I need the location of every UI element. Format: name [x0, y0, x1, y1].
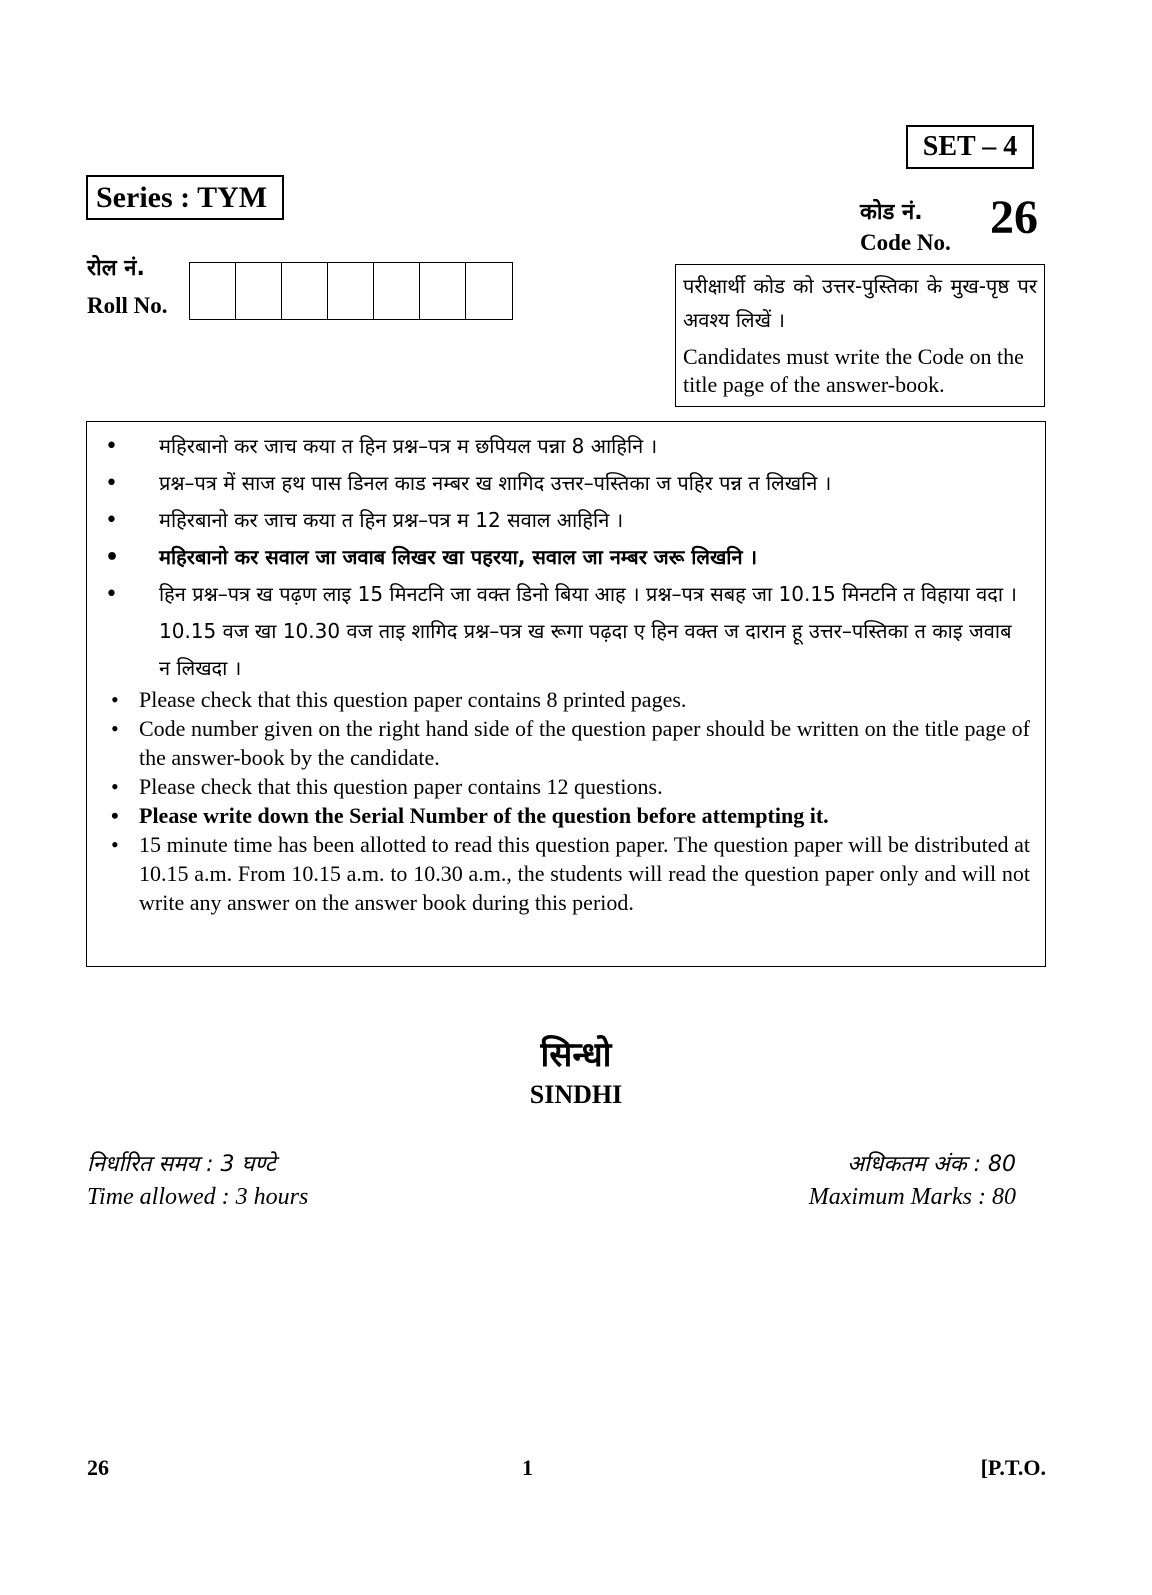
bullet-icon: •: [105, 545, 120, 570]
instruction-text: Please write down the Serial Number of the question before attempting it.: [139, 803, 829, 828]
bullet-icon: •: [105, 434, 118, 459]
bullet-icon: •: [105, 508, 118, 533]
instruction-text: महिरबानो कर जाच कया त हिन प्रश्न–पत्र म 12 सवाल आहिनि ।: [159, 508, 624, 532]
bullet-icon: •: [105, 471, 118, 496]
time-allowed-hindi: निर्धारित समय : 3 घण्टे: [87, 1152, 276, 1177]
instruction-text: महिरबानो कर सवाल जा जवाब लिखर खा पहरया, सवाल जा नम्बर जरू लिखनि ।: [159, 545, 758, 569]
instruction-text: Code number given on the right hand side of the question paper should be written on the title page of the answer-book by the candidate.: [139, 716, 1030, 770]
instruction-english-item: [105, 772, 1030, 801]
instruction-english-item: [105, 830, 1030, 917]
instruction-english-item: [105, 714, 1030, 772]
instruction-hindi-item: [105, 502, 1025, 539]
instruction-hindi-item: [105, 539, 1025, 576]
roll-digit-box[interactable]: [374, 263, 420, 319]
bullet-icon: •: [111, 716, 119, 741]
bullet-icon: •: [111, 687, 119, 712]
roll-digit-box[interactable]: [328, 263, 374, 319]
set-label: SET – 4: [906, 125, 1034, 169]
code-label-hindi: कोड नं.: [860, 200, 923, 225]
candidate-note-box: [675, 264, 1045, 407]
instruction-english-item: [105, 801, 1030, 830]
instruction-text: Please check that this question paper contains 8 printed pages.: [139, 687, 687, 712]
instruction-text: प्रश्न–पत्र में साज हथ पास डिनल काड नम्बर ख शागिद उत्तर–पस्तिका ज पहिर पन्न त लिखनि ।: [159, 471, 832, 495]
roll-digit-box[interactable]: [190, 263, 236, 319]
roll-label-english: Roll No.: [87, 293, 168, 318]
instruction-hindi-item: [105, 465, 1025, 502]
maximum-marks-hindi: अधिकतम अंक : 80: [847, 1152, 1016, 1177]
code-label-english: Code No.: [860, 230, 951, 255]
roll-digit-box[interactable]: [282, 263, 328, 319]
roll-number-boxes[interactable]: [189, 262, 513, 320]
instruction-text: Please check that this question paper contains 12 questions.: [139, 774, 663, 799]
instruction-english-item: [105, 685, 1030, 714]
roll-digit-box[interactable]: [236, 263, 282, 319]
roll-digit-box[interactable]: [420, 263, 466, 319]
roll-digit-box[interactable]: [466, 263, 512, 319]
roll-label-hindi: रोल नं.: [87, 256, 145, 281]
series-label: Series : TYM: [86, 175, 284, 220]
footer-code: 26: [87, 1455, 109, 1480]
subject-title-english: SINDHI: [529, 1080, 623, 1109]
instruction-text: महिरबानो कर जाच कया त हिन प्रश्न–पत्र म छपियल पन्ना 8 आहिनि ।: [159, 434, 658, 458]
instruction-hindi-item: [105, 428, 1025, 465]
code-number: 26: [990, 191, 1038, 244]
instruction-text: 15 minute time has been allotted to read this question paper. The question paper will be distributed at 10.15 a.m. From 10.15 a.m. to 10.30 a.m., the students will read the question paper only and will not write any answer on the answer book during this period.: [139, 832, 1030, 915]
time-allowed-english: Time allowed : 3 hours: [87, 1184, 309, 1210]
instructions-english-list: [105, 685, 1030, 917]
footer-page-number: 1: [522, 1455, 533, 1480]
instruction-text: हिन प्रश्न–पत्र ख पढ़ण लाइ 15 मिनटनि जा वक्त डिनो बिया आह । प्रश्न–पत्र सबह जा 10.15 मिनटनि त विहाया वदा । 10.15 वज खा 10.30 वज ताइ शागिद प्रश्न–पत्र ख रूगा पढ़दा ए हिन वक्त ज दारान हू उत्तर–पस्तिका त काइ जवाब न लिखदा ।: [159, 582, 1017, 680]
instructions-box: [86, 421, 1046, 967]
bullet-icon: •: [111, 803, 119, 828]
candidate-note-english: Candidates must write the Code on the title page of the answer-book.: [683, 344, 1024, 397]
candidate-note-hindi: परीक्षार्थी कोड को उत्तर-पुस्तिका के मुख-पृष्ठ पर अवश्य लिखें ।: [683, 274, 1037, 332]
footer-pto: [P.T.O.: [980, 1455, 1046, 1480]
bullet-icon: •: [111, 774, 119, 799]
instruction-hindi-item: [105, 576, 1025, 687]
bullet-icon: •: [105, 582, 118, 607]
bullet-icon: •: [111, 832, 119, 857]
instructions-hindi-list: [105, 428, 1025, 687]
maximum-marks-english: Maximum Marks : 80: [808, 1184, 1016, 1210]
subject-title-hindi: सिन्धो: [540, 1035, 612, 1075]
